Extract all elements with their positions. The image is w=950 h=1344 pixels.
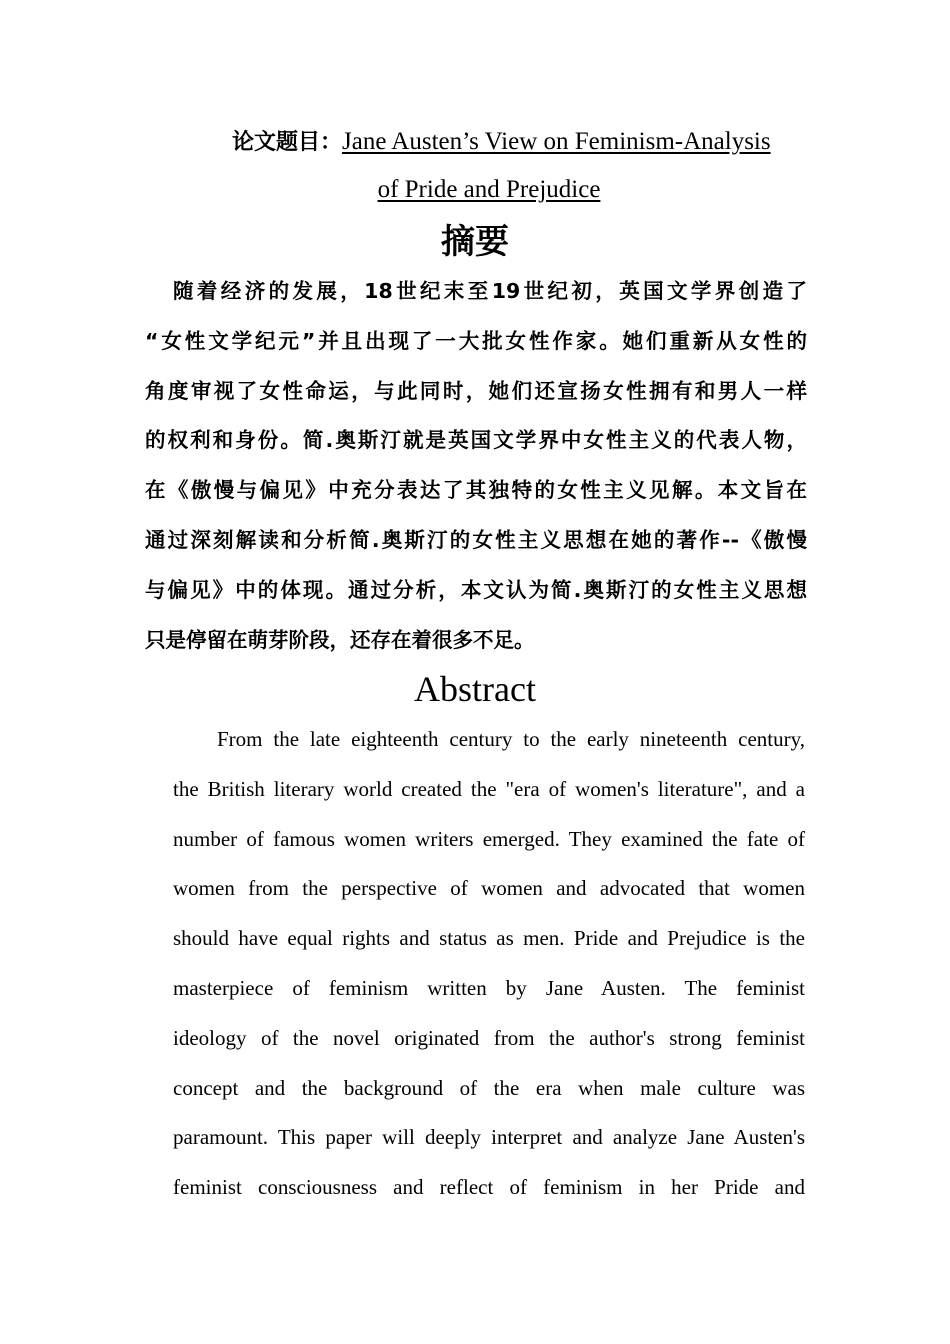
chinese-abstract-heading: 摘要 bbox=[441, 222, 509, 262]
english-abstract-line: the British literary world created the "era of women's literature", and a bbox=[173, 776, 805, 801]
thesis-title-text-2: of Pride and Prejudice bbox=[377, 176, 601, 203]
english-abstract-line: feminist consciousness and reflect of feminism in her Pride and bbox=[173, 1175, 805, 1200]
english-abstract-heading: Abstract bbox=[414, 669, 536, 709]
chinese-abstract-body bbox=[145, 271, 807, 669]
thesis-title-line-1 bbox=[232, 124, 771, 161]
chinese-abstract-line: 角度审视了女性命运，与此同时，她们还宣扬女性拥有和男人一样 bbox=[145, 378, 807, 403]
english-abstract-line: concept and the background of the era when male culture was bbox=[173, 1075, 805, 1100]
english-abstract-line: masterpiece of feminism written by Jane Austen. The feminist bbox=[173, 975, 805, 1000]
english-abstract-line: ideology of the novel originated from the author's strong feminist bbox=[173, 1025, 805, 1050]
chinese-abstract-line: 的权利和身份。简.奥斯汀就是英国文学界中女性主义的代表人物， bbox=[145, 428, 807, 453]
thesis-title-line-2 bbox=[0, 172, 950, 208]
english-abstract-line: From the late eighteenth century to the early nineteenth century, bbox=[217, 727, 805, 751]
thesis-title-label: 论文题目： bbox=[232, 130, 343, 155]
english-abstract-line: should have equal rights and status as men. Pride and Prejudice is the bbox=[173, 926, 805, 951]
english-abstract-line: number of famous women writers emerged. They examined the fate of bbox=[173, 826, 805, 851]
chinese-abstract-line: “女性文学纪元”并且出现了一大批女性作家。她们重新从女性的 bbox=[145, 328, 807, 353]
chinese-abstract-line: 与偏见》中的体现。通过分析，本文认为简.奥斯汀的女性主义思想 bbox=[145, 577, 807, 602]
chinese-abstract-line: 只是停留在萌芽阶段，还存在着很多不足。 bbox=[145, 627, 535, 652]
english-abstract-line: women from the perspective of women and advocated that women bbox=[173, 876, 805, 901]
chinese-abstract-line: 通过深刻解读和分析简.奥斯汀的女性主义思想在她的著作--《傲慢 bbox=[145, 527, 807, 552]
english-abstract-body bbox=[173, 722, 805, 1220]
english-abstract-line: paramount. This paper will deeply interpret and analyze Jane Austen's bbox=[173, 1125, 805, 1150]
chinese-abstract-line: 随着经济的发展，18世纪末至19世纪初，英国文学界创造了 bbox=[173, 279, 807, 303]
chinese-abstract-line: 在《傲慢与偏见》中充分表达了其独特的女性主义见解。本文旨在 bbox=[145, 478, 807, 503]
thesis-title-text-1: Jane Austen’s View on Feminism-Analysis bbox=[342, 128, 771, 155]
